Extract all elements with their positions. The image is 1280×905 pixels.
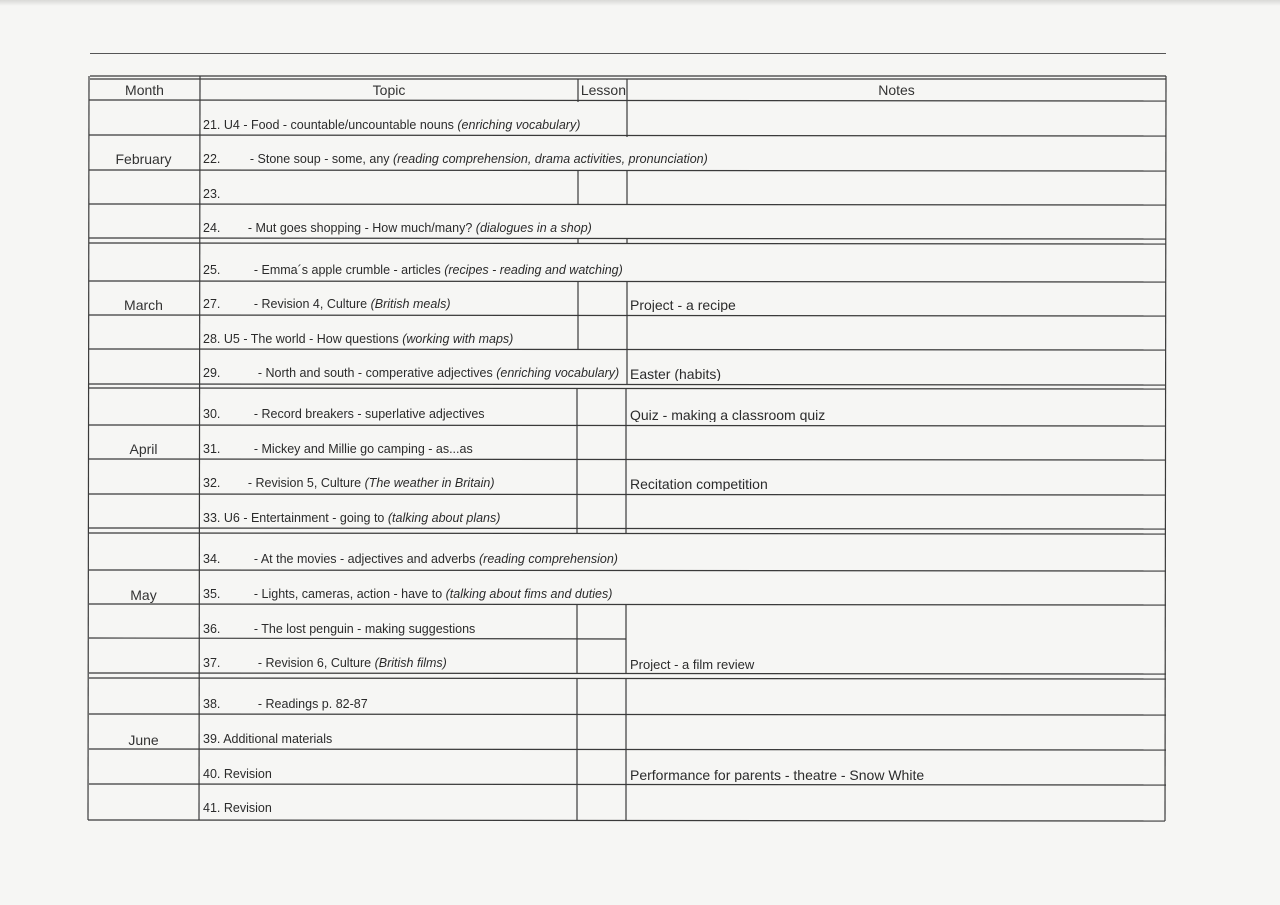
topic-number: 40. — [203, 768, 221, 781]
topic-text: - Emma´s apple crumble - articles — [253, 264, 441, 277]
topic-text: - At the movies - adjectives and adverbs — [253, 553, 476, 566]
note-40: Performance for parents - theatre - Snow White — [630, 768, 925, 782]
topic-note: (working with maps) — [402, 333, 514, 346]
topic-row-27 — [199, 298, 577, 311]
topic-row-39 — [199, 733, 577, 746]
topic-text: - Mickey and Millie go camping - as...as — [253, 443, 473, 456]
topic-text: - Stone soup - some, any — [249, 153, 390, 166]
header-month: Month — [125, 82, 164, 98]
topic-row-40 — [199, 768, 577, 781]
topic-text: U6 - Entertainment - going to — [223, 512, 385, 525]
topic-number: 24. — [203, 222, 221, 235]
note-37: Project - a film review — [630, 658, 755, 671]
topic-row-21 — [199, 119, 627, 132]
month-february: February — [115, 151, 172, 167]
topic-text: - Revision 4, Culture — [253, 298, 368, 311]
header-notes: Notes — [878, 82, 915, 98]
topic-row-34 — [199, 553, 1159, 566]
note-32: Recitation competition — [630, 477, 768, 491]
topic-text: - Readings p. 82-87 — [257, 698, 368, 711]
topic-note: (enriching vocabulary) — [457, 119, 581, 132]
month-may: May — [130, 587, 157, 603]
note-30: Quiz - making a classroom quiz — [630, 408, 826, 422]
topic-row-32 — [199, 477, 577, 490]
note-27: Project - a recipe — [630, 298, 736, 312]
topic-text: - Mut goes shopping - How much/many? — [247, 222, 473, 235]
topic-number: 37. — [203, 657, 221, 670]
topic-text: U4 - Food - countable/uncountable nouns — [223, 119, 454, 132]
topic-text: - Lights, cameras, action - have to — [253, 588, 443, 601]
topic-row-28 — [199, 333, 577, 346]
topic-row-25 — [199, 264, 1159, 277]
topic-note: (reading comprehension, drama activities, pronunciation) — [393, 153, 708, 166]
topic-number: 25. — [203, 264, 221, 277]
topic-row-33 — [199, 512, 577, 525]
topic-row-30 — [199, 408, 577, 421]
topic-text: Additional materials — [223, 733, 333, 746]
topic-text: U5 - The world - How questions — [223, 333, 399, 346]
topic-note: (recipes - reading and watching) — [444, 264, 623, 277]
topic-number: 38. — [203, 698, 221, 711]
topic-row-22 — [199, 153, 1159, 166]
topic-text: - The lost penguin - making suggestions — [253, 623, 476, 636]
note-29: Easter (habits) — [630, 367, 722, 381]
topic-number: 22. — [203, 153, 221, 166]
topic-number: 32. — [203, 477, 221, 490]
month-april: April — [129, 441, 158, 457]
topic-number: 30. — [203, 408, 221, 421]
topic-number: 29. — [203, 367, 221, 380]
topic-note: (British films) — [374, 657, 447, 670]
month-june: June — [128, 732, 159, 748]
topic-number: 34. — [203, 553, 221, 566]
topic-number: 35. — [203, 588, 221, 601]
topic-text: - North and south - comperative adjectives — [257, 367, 493, 380]
topic-text: - Record breakers - superlative adjectives — [253, 408, 485, 421]
topic-text: Revision — [223, 768, 272, 781]
topic-row-38 — [199, 698, 577, 711]
topic-number: 41. — [203, 802, 221, 815]
topic-text: - Revision 6, Culture — [257, 657, 372, 670]
topic-text: Revision — [223, 802, 272, 815]
header-lesson: Lesson — [580, 82, 626, 98]
topic-note: (talking about fims and duties) — [445, 588, 613, 601]
topic-row-37 — [199, 657, 577, 670]
topic-row-35 — [199, 588, 1159, 601]
topic-row-41 — [199, 802, 577, 815]
topic-note: (enriching vocabulary) — [496, 367, 620, 380]
topic-text: - Revision 5, Culture — [247, 477, 362, 490]
topic-row-36 — [199, 623, 577, 636]
topic-note: (dialogues in a shop) — [475, 222, 592, 235]
topic-row-29 — [199, 367, 627, 380]
topic-number: 27. — [203, 298, 221, 311]
month-march: March — [124, 297, 163, 313]
topic-number: 39. — [203, 733, 221, 746]
topic-row-31 — [199, 443, 577, 456]
header-topic: Topic — [372, 82, 406, 98]
topic-number: 28. — [203, 333, 221, 346]
topic-number: 23. — [203, 188, 221, 201]
topic-row-24 — [199, 222, 1159, 235]
topic-number: 33. — [203, 512, 221, 525]
topic-number: 31. — [203, 443, 221, 456]
topic-note: (The weather in Britain) — [364, 477, 495, 490]
topic-note: (reading comprehension) — [479, 553, 618, 566]
topic-number: 21. — [203, 119, 221, 132]
topic-number: 36. — [203, 623, 221, 636]
topic-note: (talking about plans) — [387, 512, 501, 525]
topic-row-23 — [199, 188, 577, 201]
topic-note: (British meals) — [370, 298, 451, 311]
